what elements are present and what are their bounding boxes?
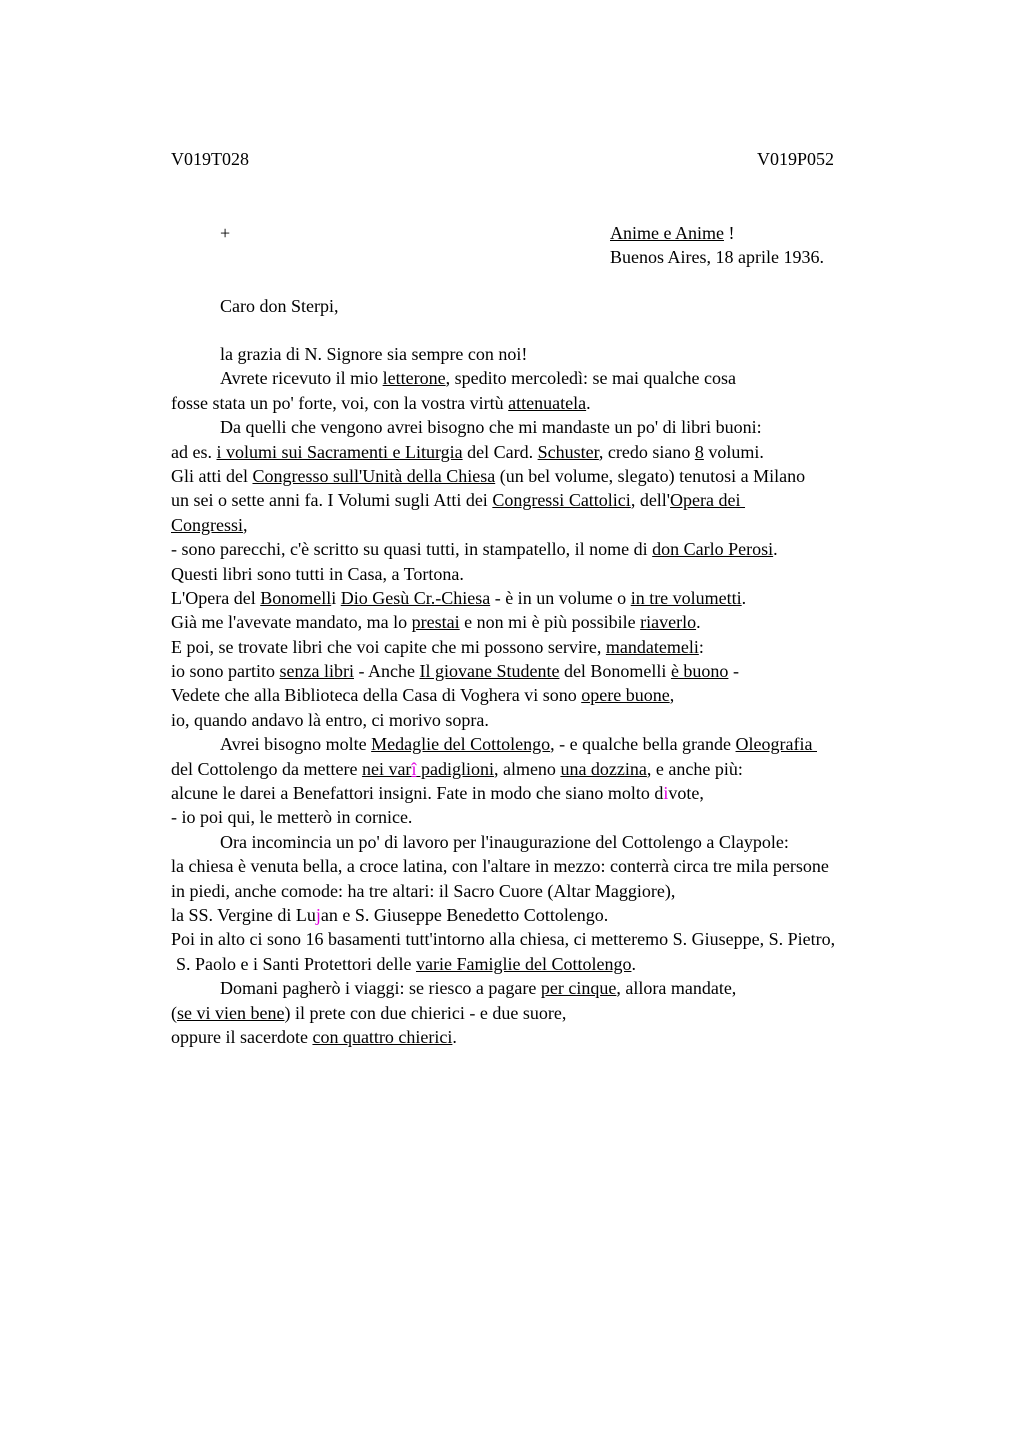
letter-line: Vedete che alla Biblioteca della Casa di Voghera vi sono opere buone, — [171, 685, 675, 706]
letter-line: fosse stata un po' forte, voi, con la vostra virtù attenuatela. — [171, 392, 591, 413]
archive-code-left: V019T028 — [171, 149, 249, 169]
letter-line: - io poi qui, le metterò in cornice. — [171, 807, 413, 828]
letter-line: E poi, se trovate libri che voi capite che mi possono servire, mandatemeli: — [171, 636, 704, 657]
letter-line: la grazia di N. Signore sia sempre con noi! — [220, 344, 528, 364]
letter-line: Questi libri sono tutti in Casa, a Tortona. — [171, 563, 464, 584]
letter-line: - sono parecchi, c'è scritto su quasi tutti, in stampatello, il nome di don Carlo Perosi. — [171, 539, 778, 560]
letter-line: la SS. Vergine di Lujan e S. Giuseppe Benedetto Cottolengo. — [171, 904, 609, 925]
letter-line: Già me l'avevate mandato, ma lo prestai e non mi è più possibile riaverlo. — [171, 612, 701, 633]
letter-line: in piedi, anche comode: ha tre altari: il Sacro Cuore (Altar Maggiore), — [171, 880, 676, 901]
letter-line: Congressi, — [171, 514, 248, 535]
letter-line: io sono partito senza libri - Anche Il giovane Studente del Bonomelli è buono - — [171, 661, 739, 682]
letter-line: Domani pagherò i viaggi: se riesco a pagare per cinque, allora mandate, — [220, 978, 737, 999]
motto: Anime e Anime — [610, 223, 724, 243]
letter-line: io, quando andavo là entro, ci morivo sopra. — [171, 709, 489, 730]
letter-body — [171, 342, 971, 1049]
motto-exclamation: ! — [723, 223, 735, 243]
correction-mark: i — [663, 783, 669, 804]
letter-line: Da quelli che vengono avrei bisogno che mi mandaste un po' di libri buoni: — [220, 417, 762, 438]
letter-line: (se vi vien bene) il prete con due chierici - e due suore, — [171, 1002, 567, 1023]
letter-line: un sei o sette anni fa. I Volumi sugli Atti dei Congressi Cattolici, dell'Opera dei — [171, 490, 746, 511]
motto-line — [610, 221, 734, 245]
letter-line: del Cottolengo da mettere nei varî padiglioni, almeno una dozzina, e anche più: — [171, 758, 743, 779]
letter-line: la chiesa è venuta bella, a croce latina, con l'altare in mezzo: conterrà circa tre mila persone — [171, 856, 829, 877]
correction-mark: j — [315, 904, 321, 925]
cross-symbol: + — [220, 223, 231, 243]
letter-line: Ora incomincia un po' di lavoro per l'inaugurazione del Cottolengo a Claypole: — [220, 831, 789, 852]
letter-line: Poi in alto ci sono 16 basamenti tutt'intorno alla chiesa, ci metteremo S. Giuseppe, S. Pietro, — [171, 929, 836, 950]
archive-code-right: V019P052 — [757, 149, 835, 169]
correction-mark: î — [411, 758, 417, 779]
letter-line: S. Paolo e i Santi Protettori delle varie Famiglie del Cottolengo. — [176, 953, 636, 974]
letter-line: Avrei bisogno molte Medaglie del Cottolengo, - e qualche bella grande Oleografia — [220, 734, 817, 755]
letter-line: L'Opera del Bonomelli Dio Gesù Cr.-Chiesa - è in un volume o in tre volumetti. — [171, 587, 747, 608]
letter-date: Buenos Aires, 18 aprile 1936. — [610, 247, 824, 267]
letter-line: ad es. i volumi sui Sacramenti e Liturgia del Card. Schuster, credo siano 8 volumi. — [171, 441, 764, 462]
salutation: Caro don Sterpi, — [220, 296, 339, 316]
letter-line: alcune le darei a Benefattori insigni. Fate in modo che siano molto divote, — [171, 783, 704, 804]
letter-line: Avrete ricevuto il mio letterone, spedito mercoledì: se mai qualche cosa — [220, 368, 736, 389]
letter-line: oppure il sacerdote con quattro chierici. — [171, 1026, 457, 1047]
letter-line: Gli atti del Congresso sull'Unità della Chiesa (un bel volume, slegato) tenutosi a Milano — [171, 465, 806, 486]
